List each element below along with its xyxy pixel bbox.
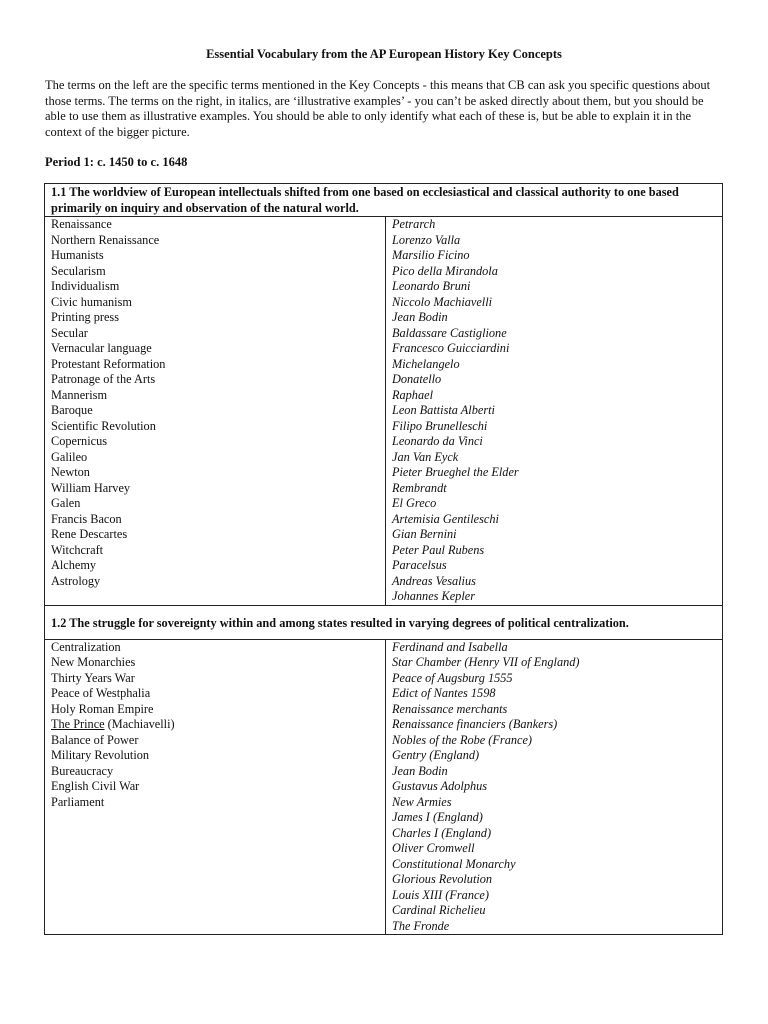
list-item: Filipo Brunelleschi bbox=[392, 418, 488, 433]
section-heading: 1.1 The worldview of European intellectuals shifted from one based on ecclesiastical and classical authority to one based primarily on inquiry and observation of the natural world. bbox=[45, 184, 723, 217]
list-item: Louis XIII (France) bbox=[392, 887, 489, 902]
list-item: Centralization bbox=[51, 639, 121, 654]
list-item: Rene Descartes bbox=[51, 527, 128, 541]
list-item: Johannes Kepler bbox=[392, 589, 475, 603]
list-item: Cardinal Richelieu bbox=[392, 903, 486, 917]
list-item: Peter Paul Rubens bbox=[392, 542, 485, 557]
list-item: Michelangelo bbox=[392, 356, 460, 371]
list-item: Copernicus bbox=[51, 434, 108, 448]
document-title: Essential Vocabulary from the AP European History Key Concepts bbox=[206, 47, 562, 61]
vocabulary-table bbox=[44, 183, 723, 935]
list-item: Andreas Vesalius bbox=[392, 573, 476, 588]
section-1-1-body-row bbox=[45, 217, 723, 606]
list-item: Printing press bbox=[51, 310, 119, 324]
list-item: Glorious Revolution bbox=[392, 872, 493, 886]
list-item: Artemisia Gentileschi bbox=[392, 511, 499, 526]
section-heading: 1.2 The struggle for sovereignty within and among states resulted in varying degrees of political centralization. bbox=[45, 605, 723, 639]
book-author: (Machiavelli) bbox=[104, 717, 175, 731]
list-item: James I (England) bbox=[392, 810, 483, 824]
list-item: Mannerism bbox=[51, 387, 108, 402]
list-item: Alchemy bbox=[51, 558, 97, 572]
list-item: Balance of Power bbox=[51, 732, 139, 747]
list-item: Parliament bbox=[51, 794, 105, 809]
book-title: The Prince bbox=[51, 717, 105, 731]
list-item: Humanists bbox=[51, 248, 104, 262]
list-item: Secular bbox=[51, 325, 88, 340]
list-item: Star Chamber (Henry VII of England) bbox=[392, 655, 580, 669]
list-item: Peace of Westphalia bbox=[51, 686, 151, 700]
list-item: Paracelsus bbox=[392, 558, 447, 572]
list-item: Charles I (England) bbox=[392, 825, 492, 840]
list-item: Jan Van Eyck bbox=[392, 449, 459, 464]
list-item: Leon Battista Alberti bbox=[392, 403, 495, 417]
list-item: Astrology bbox=[51, 573, 101, 588]
list-item: Ferdinand and Isabella bbox=[392, 639, 508, 654]
list-item: Vernacular language bbox=[51, 341, 152, 355]
list-item: Leonardo Bruni bbox=[392, 279, 471, 293]
list-item: Witchcraft bbox=[51, 542, 104, 557]
list-item: Pico della Mirandola bbox=[392, 263, 498, 278]
list-item: Gian Bernini bbox=[392, 527, 457, 541]
list-item: Petrarch bbox=[392, 217, 436, 231]
section-1-1-header-row bbox=[45, 184, 723, 217]
list-item bbox=[51, 717, 379, 733]
list-item: Newton bbox=[51, 465, 90, 479]
list-item: Patronage of the Arts bbox=[51, 372, 156, 386]
period-heading: Period 1: c. 1450 to c. 1648 bbox=[45, 155, 188, 169]
list-item: Nobles of the Robe (France) bbox=[392, 732, 533, 747]
list-item: Leonardo da Vinci bbox=[392, 434, 483, 448]
intro-paragraph: The terms on the left are the specific terms mentioned in the Key Concepts - this means that CB can ask you specific questions about those terms. The terms on the right, in italics, are ‘illustrative examples’ - you can’t be asked directly about them, but you should be able to use them as illustrative examples. You should be able to only identify what each of these is, but be able to explain it in the context of the bigger picture. bbox=[45, 78, 711, 139]
list-item: Thirty Years War bbox=[51, 670, 135, 685]
list-item: Peace of Augsburg 1555 bbox=[392, 670, 513, 685]
list-item: Civic humanism bbox=[51, 294, 132, 309]
list-item: Rembrandt bbox=[392, 480, 447, 495]
list-item: New Monarchies bbox=[51, 655, 136, 669]
list-item: Holy Roman Empire bbox=[51, 701, 154, 716]
list-item: Individualism bbox=[51, 279, 120, 293]
list-item: Jean Bodin bbox=[392, 310, 448, 324]
list-item: Pieter Brueghel the Elder bbox=[392, 465, 519, 479]
list-item: Francesco Guicciardini bbox=[392, 341, 510, 355]
list-item: Francis Bacon bbox=[51, 511, 122, 526]
list-item: Gentry (England) bbox=[392, 748, 480, 762]
list-item: Marsilio Ficino bbox=[392, 248, 470, 262]
list-item: The Fronde bbox=[392, 918, 450, 933]
section-1-2-body-row bbox=[45, 639, 723, 935]
list-item: Renaissance merchants bbox=[392, 701, 508, 716]
list-item: Gustavus Adolphus bbox=[392, 779, 488, 793]
list-item: El Greco bbox=[392, 496, 437, 510]
list-item: William Harvey bbox=[51, 480, 131, 495]
illustrative-examples-column bbox=[386, 639, 723, 935]
section-1-2-header-row bbox=[45, 605, 723, 639]
list-item: Donatello bbox=[392, 372, 442, 386]
list-item: Galileo bbox=[51, 449, 88, 464]
list-item: Raphael bbox=[392, 387, 433, 402]
list-item: Oliver Cromwell bbox=[392, 841, 475, 855]
list-item: Niccolo Machiavelli bbox=[392, 294, 493, 309]
list-item: Renaissance financiers (Bankers) bbox=[392, 717, 558, 731]
list-item: Edict of Nantes 1598 bbox=[392, 686, 496, 700]
list-item: Renaissance bbox=[51, 217, 112, 231]
list-item: English Civil War bbox=[51, 779, 140, 793]
list-item: Protestant Reformation bbox=[51, 356, 166, 371]
list-item: Northern Renaissance bbox=[51, 232, 160, 247]
list-item: Military Revolution bbox=[51, 748, 150, 762]
list-item: New Armies bbox=[392, 794, 452, 809]
list-item: Baroque bbox=[51, 403, 93, 417]
list-item: Baldassare Castiglione bbox=[392, 325, 507, 340]
list-item: Lorenzo Valla bbox=[392, 232, 461, 247]
key-terms-column bbox=[45, 217, 386, 606]
list-item: Jean Bodin bbox=[392, 763, 448, 778]
list-item: Scientific Revolution bbox=[51, 418, 156, 433]
list-item: Bureaucracy bbox=[51, 763, 114, 778]
list-item: Galen bbox=[51, 496, 81, 510]
list-item: Secularism bbox=[51, 263, 106, 278]
list-item: Constitutional Monarchy bbox=[392, 856, 516, 871]
key-terms-column bbox=[45, 639, 386, 935]
illustrative-examples-column bbox=[386, 217, 723, 606]
